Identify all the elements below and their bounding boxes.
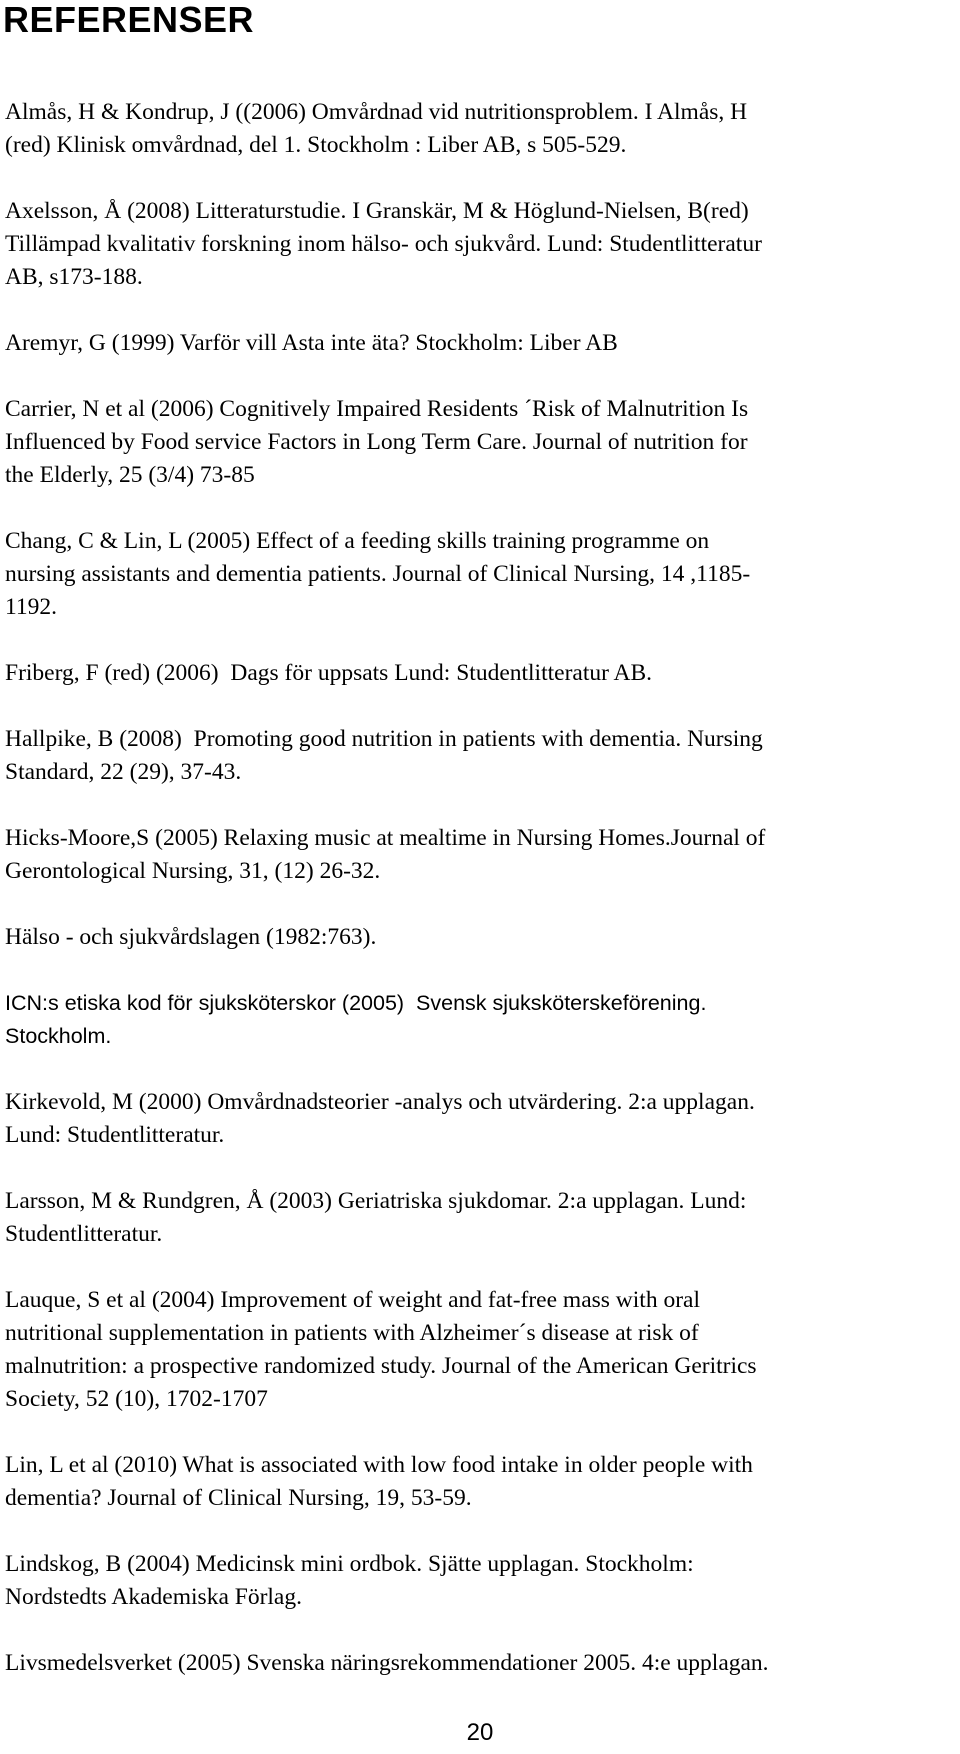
reference-entry: Livsmedelsverket (2005) Svenska näringsrekommendationer 2005. 4:e upplagan. [5,1650,769,1676]
reference-entry: Lauque, S et al (2004) Improvement of weight and fat-free mass with oral nutritional supplementation in patients with Alzheimer´s disease at risk of malnutrition: a prospective randomized study. Journal of the American Geritrics Society, 52 (10), 1702-1707 [5,1287,757,1412]
reference-entry: Hälso - och sjukvårdslagen (1982:763). [5,924,377,950]
reference-entry: Almås, H & Kondrup, J ((2006) Omvårdnad vid nutritionsproblem. I Almås, H (red) Klinisk omvårdnad, del 1. Stockholm : Liber AB, s 505-529. [5,99,748,158]
reference-entry: Axelsson, Å (2008) Litteraturstudie. I Granskär, M & Höglund-Nielsen, B(red) Tillämpad kvalitativ forskning inom hälso- och sjukvård. Lund: Studentlitteratur AB, s173-188. [5,198,762,290]
reference-entry: Larsson, M & Rundgren, Å (2003) Geriatriska sjukdomar. 2:a upplagan. Lund: Studentlitteratur. [5,1188,747,1247]
reference-entry: Lindskog, B (2004) Medicinsk mini ordbok. Sjätte upplagan. Stockholm: Nordstedts Akademiska Förlag. [5,1551,694,1610]
reference-entry: Hicks-Moore,S (2005) Relaxing music at mealtime in Nursing Homes.Journal of Gerontological Nursing, 31, (12) 26-32. [5,825,766,884]
reference-entry: Aremyr, G (1999) Varför vill Asta inte äta? Stockholm: Liber AB [5,330,618,356]
reference-list [5,96,955,1713]
page-number: 20 [466,1719,494,1746]
reference-entry: Lin, L et al (2010) What is associated with low food intake in older people with dementia? Journal of Clinical Nursing, 19, 53-59. [5,1452,753,1511]
page-title: REFERENSER [3,0,255,40]
reference-entry: Friberg, F (red) (2006) Dags för uppsats Lund: Studentlitteratur AB. [5,660,653,686]
reference-entry: Hallpike, B (2008) Promoting good nutrition in patients with dementia. Nursing Standard, 22 (29), 37-43. [5,726,763,785]
reference-entry: ICN:s etiska kod för sjuksköterskor (2005) Svensk sjuksköterskeförening. Stockholm. [5,991,707,1048]
reference-entry: Chang, C & Lin, L (2005) Effect of a feeding skills training programme on nursing assistants and dementia patients. Journal of Clinical Nursing, 14 ,1185- 1192. [5,528,751,620]
reference-entry: Kirkevold, M (2000) Omvårdnadsteorier -analys och utvärdering. 2:a upplagan. Lund: Studentlitteratur. [5,1089,755,1148]
reference-entry: Carrier, N et al (2006) Cognitively Impaired Residents ´Risk of Malnutrition Is Influenced by Food service Factors in Long Term Care. Journal of nutrition for the Elderly, 25 (3/4) 73-85 [5,396,749,488]
